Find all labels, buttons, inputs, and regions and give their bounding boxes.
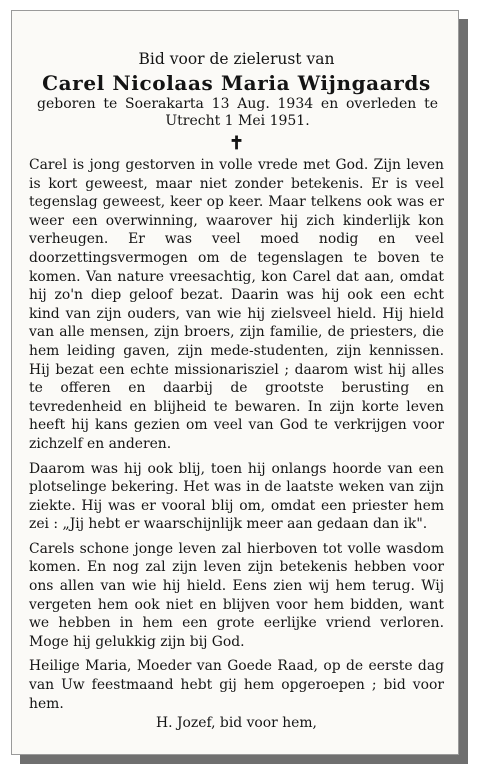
paragraph-3: Carels schone jonge leven zal hierboven tot volle wasdom komen. En nog zal zijn leven zijn betekenis hebben voor ons allen van wie hij hield. Eens zien wij hem terug. Wij vergeten hem ook niet en blijven voor hem bidden, want we hebben in hem een grote eerlijke vriend verloren. Moge hij gelukkig zijn bij God. xyxy=(29,540,444,650)
memorial-card xyxy=(11,10,459,755)
paragraph-2: Daarom was hij ook blij, toen hij onlangs hoorde van een plotselinge bekering. Het was in de laatste weken van zijn ziekte. Hij was er vooral blij om, omdat een priester hem zei : „Jij hebt er waarschijnlijk meer aan gedaan dan ik". xyxy=(29,460,444,533)
paragraph-1: Carel is jong gestorven in volle vrede met God. Zijn leven is kort geweest, maar niet zonder betekenis. Er is veel tegenslag geweest, keer op keer. Maar telkens ook was er weer een overwinning, waarover hij zich kinderlijk kon verheugen. Er was veel moed nodig en veel doorzettingsvermogen om de tegenslagen te boven te komen. Van nature vreesachtig, kon Carel dat aan, omdat hij zo'n diep geloof bezat. Daarin was hij ook een echt kind van zijn ouders, van wie hij zielsveel hield. Hij hield van alle mensen, zijn broers, zijn familie, de priesters, die hem leiding gaven, zijn mede-studenten, zijn kennissen. Hij bezat een echte missionarisziel ; daarom wist hij alles te offeren en daarbij de grootste berusting en tevredenheid en blijheid te bewaren. In zijn korte leven heeft hij kans gezien om veel van God te verkrijgen voor zichzelf en anderen. xyxy=(29,157,444,452)
birth-death-dates: geboren te Soerakarta 13 Aug. 1934 en overleden te Utrecht 1 Mei 1951. xyxy=(37,96,438,129)
cross-icon: ✝ xyxy=(228,133,245,154)
deceased-name: Carel Nicolaas Maria Wijngaards xyxy=(42,71,431,95)
paragraph-4: Heilige Maria, Moeder van Goede Raad, op de eerste dag van Uw feestmaand hebt gij hem opgeroepen ; bid voor hem. xyxy=(29,658,444,712)
card-content xyxy=(29,50,444,732)
heading: Bid voor de zielerust van xyxy=(138,50,335,68)
closing-prayer: H. Jozef, bid voor hem, xyxy=(156,715,317,732)
